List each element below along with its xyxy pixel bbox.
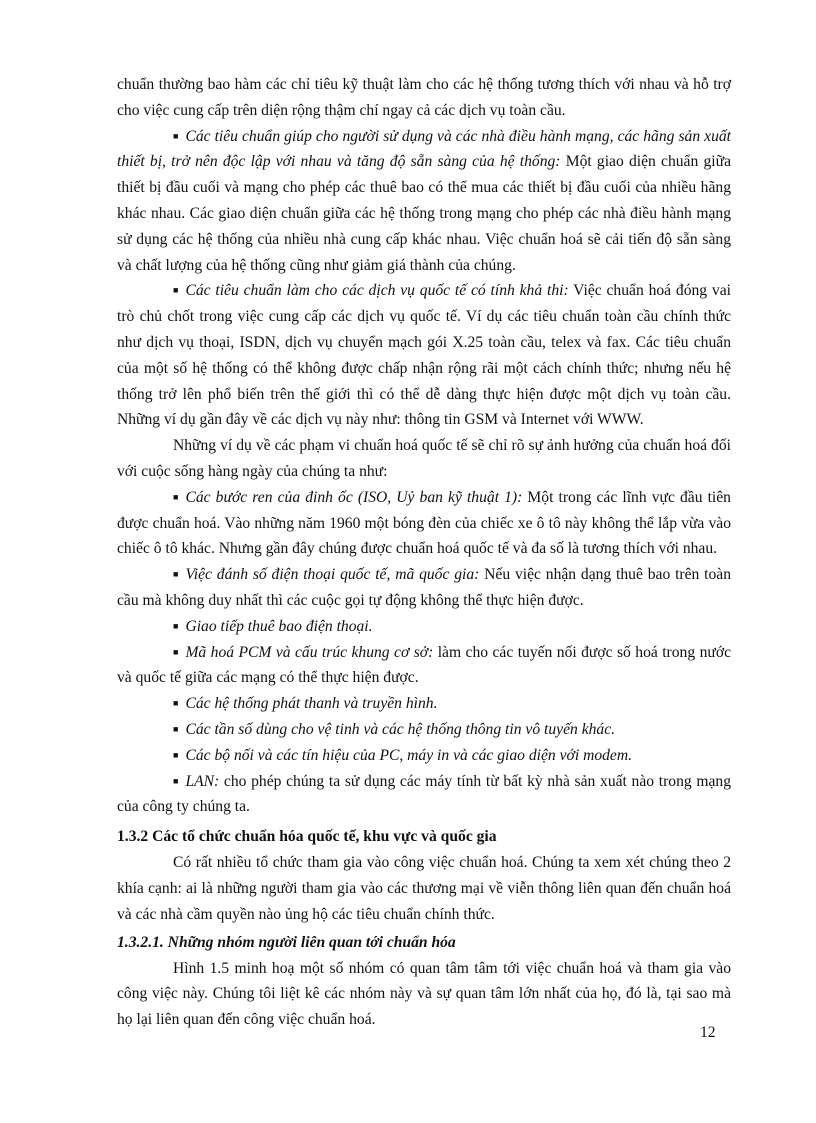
section-heading: 1.3.2 Các tổ chức chuẩn hóa quốc tế, khu vực và quốc gia <box>117 828 497 846</box>
bullet-text: làm cho các tuyến nối được số hoá trong nước và quốc tế giữa các mạng có thể thực hiện được. <box>117 643 731 687</box>
page-number: 12 <box>700 1024 716 1041</box>
bullet-text: Nếu việc nhận dạng thuê bao trên toàn cầu mà không duy nhất thì các cuộc gọi tự động không thể thực hiện được. <box>117 566 731 609</box>
bullet-lead: Các bộ nối và các tín hiệu của PC, máy in và các giao diện với modem. <box>185 746 633 764</box>
bullet-square-icon: ■ <box>173 723 179 734</box>
bullet-screw-threads <box>117 485 731 562</box>
bullet-lead: Các bước ren của đinh ốc (ISO, Uỷ ban kỹ thuật 1): <box>185 488 523 506</box>
bullet-lead: Các tiêu chuẩn làm cho các dịch vụ quốc tế có tính khả thi: <box>185 282 569 300</box>
bullet-text: Một giao diện chuẩn giữa thiết bị đầu cuối và mạng cho phép các thuê bao có thể mua các thiết bị đầu cuối của nhiều hãng khác nhau. Các giao diện chuẩn giữa các hệ thống trong mạng cho phép các nhà điều hành mạng sử dụng các hệ thống của nhiều nhà cung cấp khác nhau. Việc chuẩn hoá sẽ cải tiến độ sẵn sàng và chất lượng của hệ thống cũng như giảm giá thành của chúng. <box>117 153 731 274</box>
document-body <box>117 72 731 1033</box>
bullet-square-icon: ■ <box>173 285 179 296</box>
bullet-international-services <box>117 278 731 433</box>
bullet-square-icon: ■ <box>173 698 179 709</box>
subsection-heading: 1.3.2.1. Những nhóm người liên quan tới chuẩn hóa <box>117 933 456 951</box>
bullet-square-icon: ■ <box>173 569 179 580</box>
bullet-pcm <box>117 640 731 692</box>
bullet-subscriber-interface <box>117 614 731 640</box>
paragraph-intro-continuation: chuẩn thường bao hàm các chỉ tiêu kỹ thuật làm cho các hệ thống tương thích với nhau và hỗ trợ cho việc cung cấp trên diện rộng thậm chí ngay cả các dịch vụ toàn cầu. <box>117 76 731 119</box>
section-paragraph: Có rất nhiều tổ chức tham gia vào công việc chuẩn hoá. Chúng ta xem xét chúng theo 2 khía cạnh: ai là những người tham gia vào các thương mại về viễn thông liên quan đến chuẩn hoá và các nhà cầm quyền nào ủng hộ các tiêu chuẩn chính thức. <box>117 854 731 923</box>
bullet-lead: Giao tiếp thuê bao điện thoại. <box>185 617 373 635</box>
bullet-lead: Các tần số dùng cho vệ tinh và các hệ thống thông tin vô tuyến khác. <box>185 720 616 738</box>
bullet-text: Một trong các lĩnh vực đầu tiên được chuẩn hoá. Vào những năm 1960 một bóng đèn của chiếc xe ô tô này không thể lắp vừa vào chiếc ô tô khác. Nhưng gần đây chúng được chuẩn hoá quốc tế và đa số là tương thích với nhau. <box>117 488 731 558</box>
bullet-satellite-frequencies <box>117 717 731 743</box>
bullet-pc-connectors <box>117 743 731 769</box>
bullet-text: Việc chuẩn hoá đóng vai trò chủ chốt trong việc cung cấp các dịch vụ quốc tế. Ví dụ các tiêu chuẩn toàn cầu chính thức như dịch vụ thoại, ISDN, dịch vụ chuyển mạch gói X.25 toàn cầu, telex và fax. Các tiêu chuẩn của một số hệ thống có thể không được chấp nhận rộng rãi một cách chính thức; nhưng nếu hệ thống trở lên phổ biến trên thế giới thì có thể dễ dàng thực hiện được một dịch vụ toàn cầu. Những ví dụ gần đây về các dịch vụ này như: thông tin GSM và Internet với WWW. <box>117 282 731 429</box>
bullet-lead: Việc đánh số điện thoại quốc tế, mã quốc gia: <box>185 566 480 584</box>
bullet-square-icon: ■ <box>173 491 179 502</box>
bullet-broadcast <box>117 691 731 717</box>
bullet-square-icon: ■ <box>173 646 179 657</box>
bullet-square-icon: ■ <box>173 130 179 141</box>
bullet-lead: LAN: <box>185 772 220 790</box>
paragraph-examples-intro: Những ví dụ về các phạm vi chuẩn hoá quốc tế sẽ chỉ rõ sự ảnh hưởng của chuẩn hoá đối với cuộc sống hàng ngày của chúng ta như: <box>117 437 731 480</box>
bullet-square-icon: ■ <box>173 775 179 786</box>
bullet-lead: Các tiêu chuẩn giúp cho người sử dụng và các nhà điều hành mạng, các hãng sản xuất thiết bị, trở nên độc lập với nhau và tăng độ sẵn sàng của hệ thống: <box>117 127 731 171</box>
subsection-paragraph: Hình 1.5 minh hoạ một số nhóm có quan tâm tâm tới việc chuẩn hoá và tham gia vào công việc này. Chúng tôi liệt kê các nhóm này và sự quan tâm lớn nhất của họ, đó là, tại sao mà họ lại liên quan đến công việc chuẩn hoá. <box>117 959 731 1029</box>
bullet-phone-numbering <box>117 562 731 614</box>
bullet-text: cho phép chúng ta sử dụng các máy tính từ bất kỳ nhà sản xuất nào trong mạng của công ty chúng ta. <box>117 772 731 816</box>
bullet-standards-independence <box>117 124 731 279</box>
bullet-square-icon: ■ <box>173 620 179 631</box>
bullet-lead: Mã hoá PCM và cấu trúc khung cơ sở: <box>185 643 434 661</box>
bullet-lan <box>117 769 731 821</box>
bullet-lead: Các hệ thống phát thanh và truyền hình. <box>185 695 438 713</box>
bullet-square-icon: ■ <box>173 749 179 760</box>
